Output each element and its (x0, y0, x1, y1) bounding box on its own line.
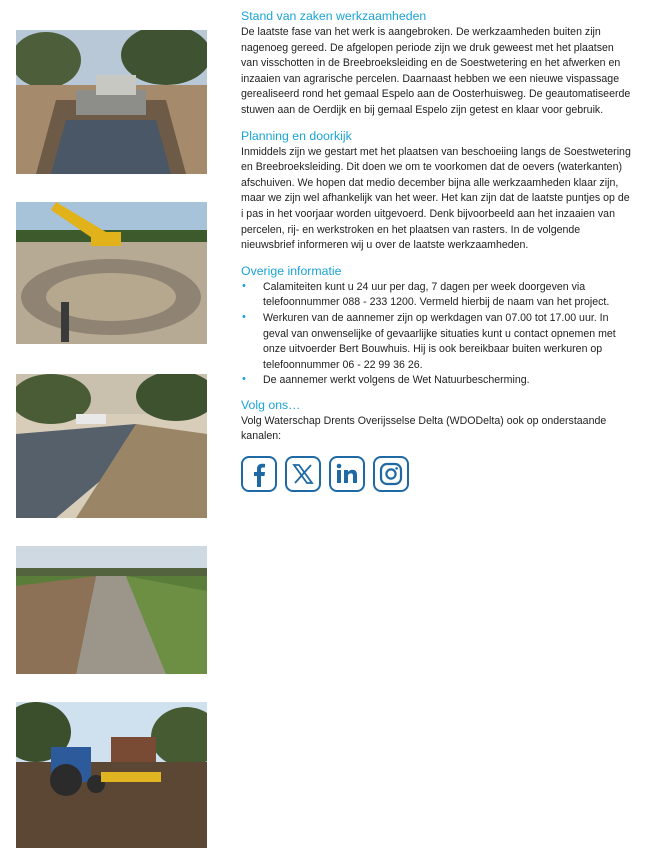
list-item-text: Calamiteiten kunt u 24 uur per dag, 7 dagen per week doorgeven via telefoonnummer 088 - 233 1200. Vermeld hierbij de naam van het project. (263, 280, 610, 309)
follow-heading: Volg ons… (241, 397, 301, 412)
photo-gravel-strip (16, 546, 207, 674)
list-item-text: Werkuren van de aannemer zijn op werkdagen van 07.00 tot 17.00 uur. In geval van onwenselijke of gevaarlijke situaties kunt u contact opnemen met onze uitvoerder Bert Bouwhuis. Hij is ook bereikbaar buiten werkuren op telefoonnummer 06 - 22 99 36 26. (263, 311, 616, 371)
list-item-text: De aannemer werkt volgens de Wet Natuurbescherming. (263, 374, 530, 387)
x-link[interactable] (285, 456, 321, 492)
follow-paragraph: Volg Waterschap Drents Overijsselse Delta (WDODelta) ook op onderstaande kanalen: (241, 414, 607, 443)
list-item (241, 280, 631, 311)
photo-tractor-field (16, 702, 207, 848)
planning-paragraph: Inmiddels zijn we gestart met het plaatsen van beschoeiing langs de Soestwetering en Breebroeksleiding. Dit doen we om te voorkomen dat de oevers (waterkanten) afschuiven. We hopen dat medio december bijna alle werkzaamheden klaar zijn, maar we zijn wel afhankelijk van het weer. Het kan zijn dat de laatste puntjes op de i pas in het voorjaar worden uitgevoerd. Denk bijvoorbeeld aan het inzaaien van percelen, rij- en werkstroken en het plaatsen van rasters. In de volgende nieuwsbrief informeren wij u over de laatste werkzaamheden. (241, 145, 631, 252)
other-info-list (241, 280, 631, 389)
status-paragraph: De laatste fase van het werk is aangebroken. De werkzaamheden buiten zijn nagenoeg gereed. De afgelopen periode zijn we druk geweest met het plaatsen van visschotten in de Breebroeksleiding en de Soestwetering en het afwerken en inzaaien van agrarische percelen. Daarnaast hebben we een nieuwe vispassage gerealiseerd rond het gemaal Espelo aan de Oosterhuisweg. De geautomatiseerde stuwen aan de Oerdijk en bij gemaal Espelo zijn getest en klaar voor gebruik. (241, 26, 631, 116)
other-info-heading: Overige informatie (241, 263, 342, 278)
x-icon (290, 461, 316, 487)
bullet-icon: • (242, 279, 246, 292)
photo-excavator-pond (16, 202, 207, 344)
instagram-icon (378, 461, 404, 487)
social-links (241, 456, 631, 492)
planning-heading: Planning en doorkijk (241, 128, 352, 143)
list-item (241, 373, 631, 389)
list-item (241, 311, 631, 373)
photo-water-channel (16, 374, 207, 518)
facebook-link[interactable] (241, 456, 277, 492)
linkedin-icon (334, 461, 360, 487)
bullet-icon: • (242, 373, 246, 386)
newsletter-content (241, 8, 631, 492)
facebook-icon (246, 461, 272, 487)
bullet-icon: • (242, 310, 246, 323)
photo-sluice-construction (16, 30, 207, 174)
instagram-link[interactable] (373, 456, 409, 492)
status-heading: Stand van zaken werkzaamheden (241, 9, 427, 23)
linkedin-link[interactable] (329, 456, 365, 492)
